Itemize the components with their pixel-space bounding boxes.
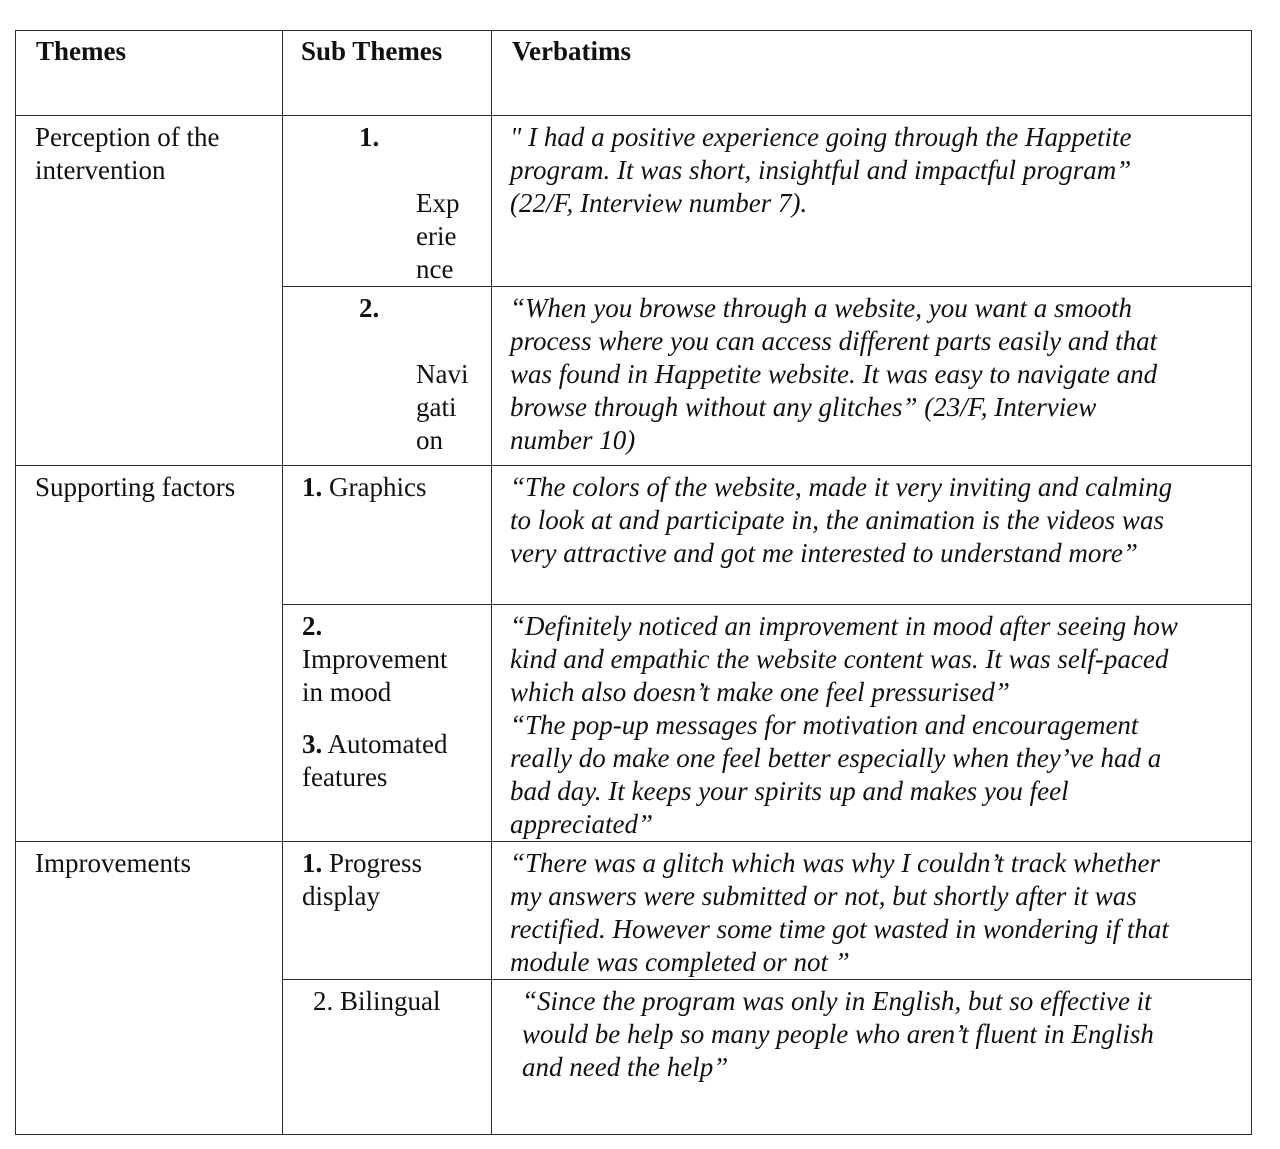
themes-table [15, 30, 1252, 1135]
subtheme-mood-automated: 2. Improvement in mood 3. Automated features [283, 605, 492, 842]
header-themes: Themes [16, 31, 283, 116]
verbatim-experience: " I had a positive experience going through the Happetite program. It was short, insightful and impactful program” (22/F, Interview number 7). [492, 116, 1252, 287]
verbatim-progress-display: “There was a glitch which was why I couldn’t track whether my answers were submitted or not, but shortly after it was rectified. However some time got wasted in wondering if that module was completed or not ” [492, 842, 1252, 980]
table-row [16, 466, 1252, 605]
subtheme-progress-display: 1. Progress display [283, 842, 492, 980]
header-verbatims: Verbatims [492, 31, 1252, 116]
theme-supporting-factors: Supporting factors [16, 466, 283, 842]
subtheme-graphics: 1. Graphics [283, 466, 492, 605]
subtheme-bilingual: 2. Bilingual [283, 980, 492, 1135]
verbatim-graphics: “The colors of the website, made it very inviting and calming to look at and participate in, the animation is the videos was very attractive and got me interested to understand more” [492, 466, 1252, 605]
header-row [16, 31, 1252, 116]
verbatim-bilingual: “Since the program was only in English, but so effective it would be help so many people who aren’t fluent in English and need the help” [492, 980, 1252, 1135]
verbatim-navigation: “When you browse through a website, you want a smooth process where you can access different parts easily and that was found in Happetite website. It was easy to navigate and browse through without any glitches” (23/F, Interview number 10) [492, 287, 1252, 466]
table-row [16, 842, 1252, 980]
theme-perception: Perception of the intervention [16, 116, 283, 466]
header-sub-themes: Sub Themes [283, 31, 492, 116]
table-row [16, 116, 1252, 287]
theme-improvements: Improvements [16, 842, 283, 1135]
verbatim-mood-automated: “Definitely noticed an improvement in mood after seeing how kind and empathic the website content was. It was self-paced which also doesn’t make one feel pressurised” “The pop-up messages for motivation and encouragement really do make one feel better especially when they’ve had a bad day. It keeps your spirits up and makes you feel appreciated” [492, 605, 1252, 842]
subtheme-experience: 1. Exp erie nce [283, 116, 492, 287]
subtheme-navigation: 2. Navi gati on [283, 287, 492, 466]
